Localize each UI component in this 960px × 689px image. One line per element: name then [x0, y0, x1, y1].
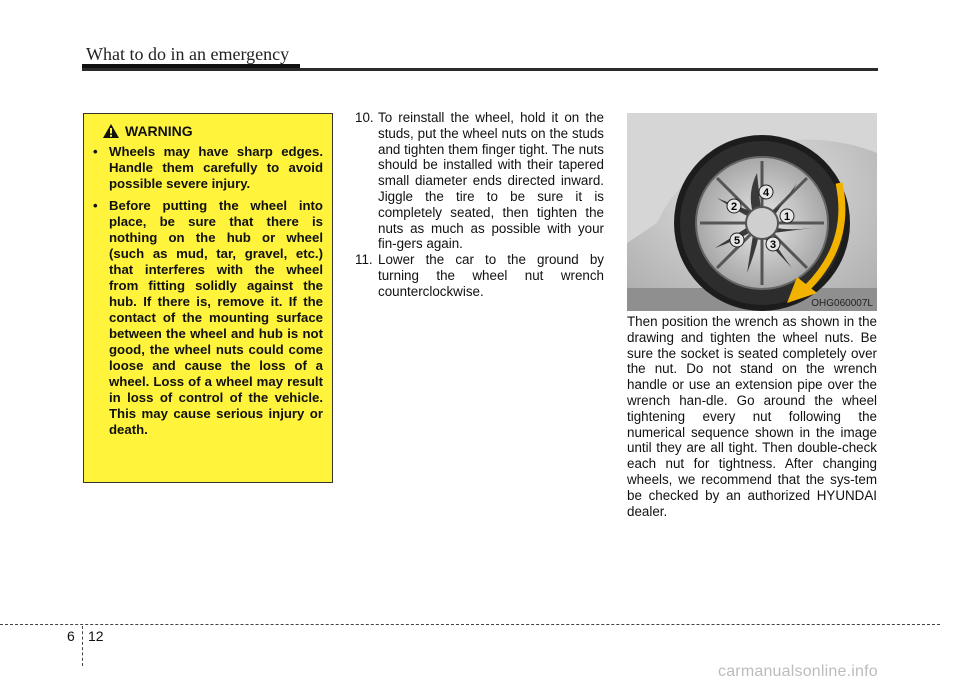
- nut-label: 2: [730, 201, 738, 213]
- bullet-icon: •: [93, 144, 98, 159]
- warning-title: WARNING: [125, 123, 193, 139]
- step-text: To reinstall the wheel, hold it on the studs, put the wheel nuts on the studs and tighten them finger tight. The nuts should be installed with their tapered small diameter ends directed inward. Jiggle the tire to be sure it is completely seated, then tighten the nuts as much as possible with your fin-gers again.: [378, 110, 604, 252]
- nut-label: 1: [783, 211, 791, 223]
- wheel-figure: [627, 113, 877, 311]
- warning-triangle-icon: [103, 124, 119, 138]
- watermark: carmanualsonline.info: [718, 663, 878, 680]
- nut-label: 4: [762, 187, 770, 199]
- figure-code: OHG060007L: [811, 298, 873, 309]
- step-item: [355, 252, 604, 299]
- step-number: 11.: [355, 252, 373, 268]
- section-title: What to do in an emergency: [86, 44, 290, 64]
- chapter-number: 6: [67, 628, 75, 644]
- wheel-illustration: [627, 113, 877, 311]
- footer-divider: [82, 626, 83, 666]
- warning-item-text: Before putting the wheel into place, be sure that there is nothing on the hub or wheel (such as mud, tar, gravel, etc.) that interferes with the wheel from fitting solidly against the hub. If there is, remove it. If the contact of the mounting surface between the wheel and hub is not good, the wheel nuts could come loose and cause the loss of a wheel. Loss of a wheel may result in loss of control of the vehicle. This may cause serious injury or death.: [109, 198, 323, 437]
- nut-label: 3: [769, 239, 777, 251]
- warning-box: [83, 113, 333, 483]
- steps-list: [355, 110, 604, 300]
- footer-rule: [0, 624, 940, 625]
- page-number: 12: [88, 628, 104, 644]
- warning-item-text: Wheels may have sharp edges. Handle them carefully to avoid possible severe injury.: [109, 144, 323, 191]
- warning-item: [93, 144, 323, 192]
- warning-item: [93, 198, 323, 438]
- nut-label: 5: [733, 235, 741, 247]
- warning-header: [103, 123, 323, 139]
- step-text: Lower the car to the ground by turning the wheel nut wrench counterclockwise.: [378, 252, 604, 299]
- warning-list: [93, 144, 323, 438]
- header-rule: [82, 68, 878, 71]
- step-number: 10.: [355, 110, 374, 125]
- instruction-paragraph: Then position the wrench as shown in the drawing and tighten the wheel nuts. Be sure the socket is seated completely over the nut. Do not stand on the wrench handle or use an extension pipe over the wrench han-dle. Go around the wheel tightening every nut following the numerical sequence shown in the image until they are all tight. Then double-check each nut for tightness. After changing wheels, we recommend that the sys-tem be checked by an authorized HYUNDAI dealer.: [627, 314, 877, 519]
- step-item: [355, 110, 604, 252]
- bullet-icon: •: [93, 198, 98, 213]
